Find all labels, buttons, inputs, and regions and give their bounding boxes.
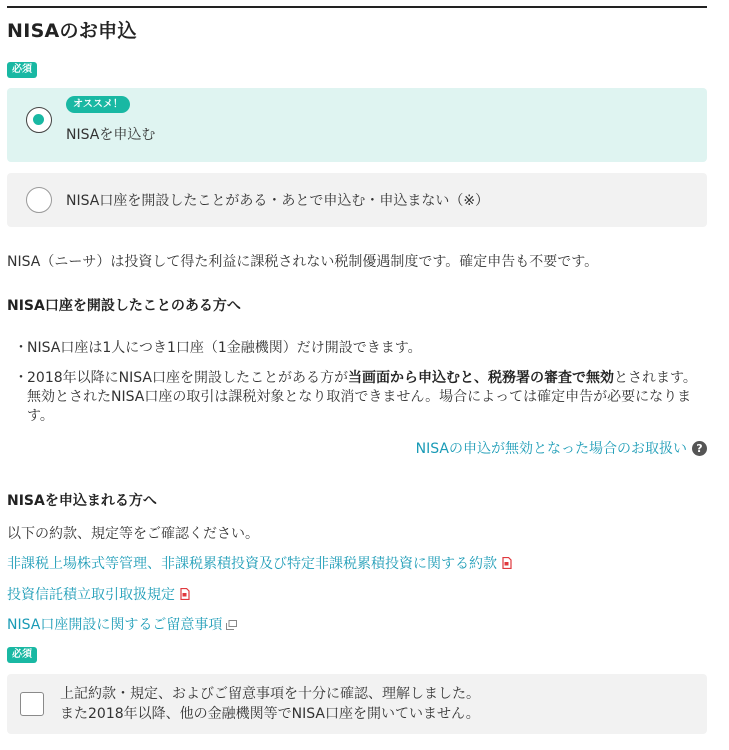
link-nisa-notes-text: NISA口座開設に関するご留意事項 — [7, 617, 223, 633]
confirm-line-2: また2018年以降、他の金融機関等でNISA口座を開いていません。 — [60, 706, 480, 722]
invalid-application-link-text: NISAの申込が無効となった場合のお取扱い — [415, 441, 687, 457]
radio-not-apply[interactable] — [26, 187, 52, 213]
radio-apply-nisa[interactable] — [26, 107, 52, 133]
bullet-mark: ・ — [14, 370, 28, 386]
confirm-checkbox-row[interactable] — [7, 674, 707, 734]
bullet-one-account-text: NISA口座は1人につき1口座（1金融機関）だけ開設できます。 — [27, 340, 422, 356]
warning-text-bold: 当画面から申込むと、税務署の審査で無効 — [347, 370, 614, 386]
external-window-icon — [226, 620, 237, 630]
question-circle-icon[interactable]: ? — [692, 441, 707, 456]
apply-intro: 以下の約款、規定等をご確認ください。 — [7, 526, 259, 542]
required-badge-confirm: 必須 — [7, 647, 37, 663]
link-tax-exempt-terms[interactable] — [7, 553, 512, 573]
link-fund-savings-rules[interactable] — [7, 584, 190, 604]
confirm-line-1: 上記約款・規定、およびご留意事項を十分に確認、理解しました。 — [60, 686, 480, 702]
existing-account-heading: NISA口座を開設したことのある方へ — [7, 298, 241, 314]
link-fund-savings-rules-text: 投資信託積立取引取扱規定 — [7, 587, 175, 603]
option-apply-nisa-label: NISAを申込む — [66, 127, 156, 143]
recommended-badge: オススメ！ — [66, 96, 130, 113]
confirm-checkbox[interactable] — [20, 692, 44, 716]
pdf-icon — [502, 557, 512, 569]
invalid-application-link[interactable] — [416, 438, 707, 458]
link-nisa-notes[interactable] — [7, 614, 237, 634]
option-not-apply-label: NISA口座を開設したことがある・あとで申込む・申込まない（※） — [66, 193, 490, 209]
bullet-mark: ・ — [14, 340, 28, 356]
section-top-rule — [7, 6, 707, 8]
required-badge: 必須 — [7, 62, 37, 78]
warning-text-post: とされます。無効とされたNISA口座の取引は課税対象となり取消できません。場合によっては確定申告が必要になります。 — [27, 370, 697, 424]
apply-section-heading: NISAを申込まれる方へ — [7, 493, 157, 509]
bullet-invalid-warning — [14, 369, 704, 426]
confirm-text — [60, 684, 480, 724]
nisa-description: NISA（ニーサ）は投資して得た利益に課税されない税制優遇制度です。確定申告も不要です。 — [7, 254, 599, 270]
bullet-one-account — [14, 339, 704, 358]
option-apply-nisa[interactable] — [7, 88, 707, 162]
option-not-apply[interactable] — [7, 173, 707, 227]
pdf-icon — [180, 588, 190, 600]
warning-text-pre: 2018年以降にNISA口座を開設したことがある方が — [27, 370, 348, 386]
link-tax-exempt-terms-text: 非課税上場株式等管理、非課税累積投資及び特定非課税累積投資に関する約款 — [7, 556, 497, 572]
page-title: NISAのお申込 — [7, 20, 137, 42]
radio-selected-dot — [33, 114, 44, 125]
